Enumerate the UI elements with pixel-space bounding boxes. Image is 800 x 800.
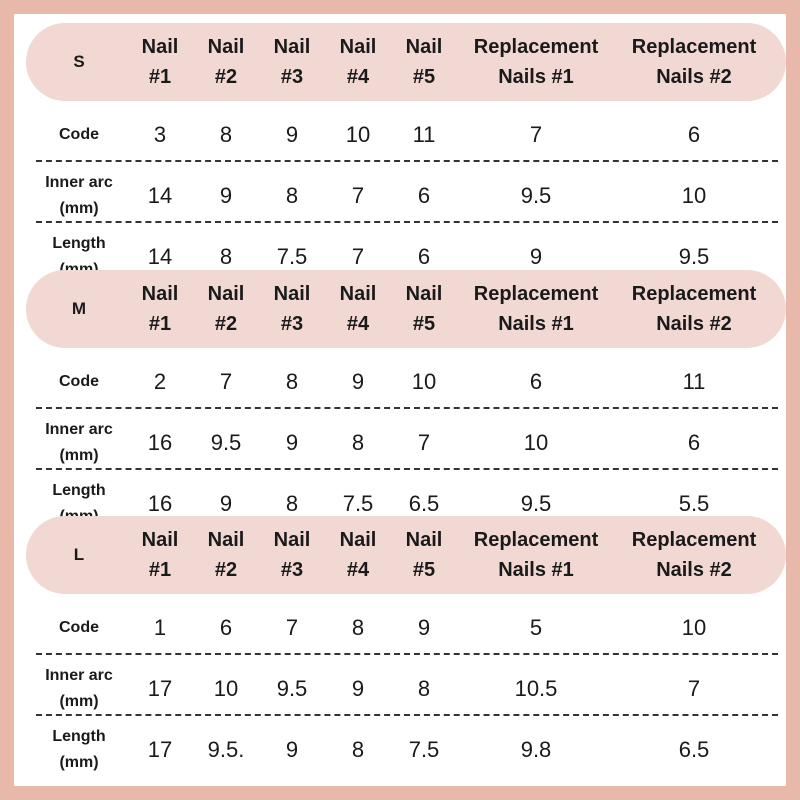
table-cell: 8 [351,615,365,640]
column-header: Nail #5 [405,529,443,581]
row-label: Length (mm) [52,728,106,771]
table-cell: 10 [213,676,239,701]
table-cell: 6 [219,615,233,640]
table-cell: 9 [417,615,431,640]
table-cell: 6 [687,430,701,455]
column-header: Replacement Nails #1 [473,283,599,335]
table-cell: 8 [417,676,431,701]
size-section-m [14,270,786,516]
size-section-s [14,23,786,269]
table-cell: 9 [351,369,365,394]
table-cell: 14 [147,183,173,208]
column-header: Nail #3 [273,529,311,581]
table-cell: 7 [687,676,701,701]
table-cell: 8 [285,491,299,516]
table-cell: 8 [285,183,299,208]
column-header: Nail #5 [405,283,443,335]
column-header: Nail #1 [141,283,179,335]
table-cell: 7 [529,122,543,147]
table-cell: 9 [285,122,299,147]
table-cell: 10 [681,183,707,208]
table-cell: 6 [417,244,431,269]
table-cell: 16 [147,491,173,516]
table-cell: 6 [687,122,701,147]
table-cell: 9 [285,737,299,762]
table-cell: 9.5 [210,430,242,455]
table-cell: 10 [411,369,437,394]
column-header: Nail #1 [141,529,179,581]
table-cell: 9.5 [520,183,552,208]
table-cell: 7.5 [408,737,440,762]
table-cell: 7 [285,615,299,640]
table-cell: 9 [219,491,233,516]
row-label: Inner arc (mm) [45,174,113,217]
row-divider [36,160,778,162]
column-header: Nail #1 [141,36,179,88]
table-cell: 7.5 [342,491,374,516]
row-divider [36,714,778,716]
column-header: Replacement Nails #1 [473,529,599,581]
table-cell: 5.5 [678,491,710,516]
column-header: Replacement Nails #2 [631,529,757,581]
table-cell: 9 [219,183,233,208]
size-chart [14,14,786,786]
column-header: Nail #2 [207,529,245,581]
table-cell: 8 [351,430,365,455]
row-label: Code [59,126,99,143]
table-cell: 6.5 [678,737,710,762]
row-divider [36,468,778,470]
size-label: M [71,299,87,318]
table-cell: 6.5 [408,491,440,516]
table-cell: 9.8 [520,737,552,762]
table-cell: 9.5 [678,244,710,269]
row-divider [36,653,778,655]
row-label: Length [52,482,106,499]
table-cell: 10.5 [514,676,558,701]
column-header: Replacement Nails #2 [631,36,757,88]
column-header: Replacement Nails #2 [631,283,757,335]
table-cell: 8 [351,737,365,762]
column-header: Nail #4 [339,529,377,581]
table-cell: 17 [147,676,173,701]
row-divider [36,221,778,223]
column-header: Nail #4 [339,36,377,88]
table-cell: 8 [285,369,299,394]
table-cell: 9.5 [520,491,552,516]
table-cell: 8 [219,244,233,269]
row-label: Code [59,619,99,636]
column-header: Nail #2 [207,36,245,88]
table-cell: 16 [147,430,173,455]
size-label: L [73,545,85,564]
column-header: Nail #5 [405,36,443,88]
table-cell: 7.5 [276,244,308,269]
column-header: Nail #3 [273,283,311,335]
table-cell: 17 [147,737,173,762]
table-cell: 10 [681,615,707,640]
row-label: Length [52,235,106,252]
table-cell: 11 [412,122,436,147]
table-cell: 11 [682,369,706,394]
table-cell: 6 [417,183,431,208]
row-label: Code [59,373,99,390]
table-cell: 10 [523,430,549,455]
table-cell: 14 [147,244,173,269]
table-cell: 9 [285,430,299,455]
table-cell: 9.5. [207,737,245,762]
table-cell: 7 [351,244,365,269]
table-cell: 5 [529,615,543,640]
size-label: S [73,52,85,71]
table-cell: 9.5 [276,676,308,701]
row-divider [36,407,778,409]
table-cell: 9 [351,676,365,701]
table-cell: 7 [417,430,431,455]
table-cell: 7 [219,369,233,394]
table-cell: 1 [153,615,167,640]
column-header: Replacement Nails #1 [473,36,599,88]
column-header: Nail #4 [339,283,377,335]
table-cell: 7 [351,183,365,208]
size-section-l [14,516,786,771]
row-label: Inner arc (mm) [45,667,113,710]
table-cell: 8 [219,122,233,147]
table-cell: 3 [153,122,167,147]
row-label: Inner arc (mm) [45,421,113,464]
column-header: Nail #2 [207,283,245,335]
table-cell: 6 [529,369,543,394]
table-cell: 2 [153,369,167,394]
column-header: Nail #3 [273,36,311,88]
table-cell: 9 [529,244,543,269]
table-cell: 10 [345,122,371,147]
